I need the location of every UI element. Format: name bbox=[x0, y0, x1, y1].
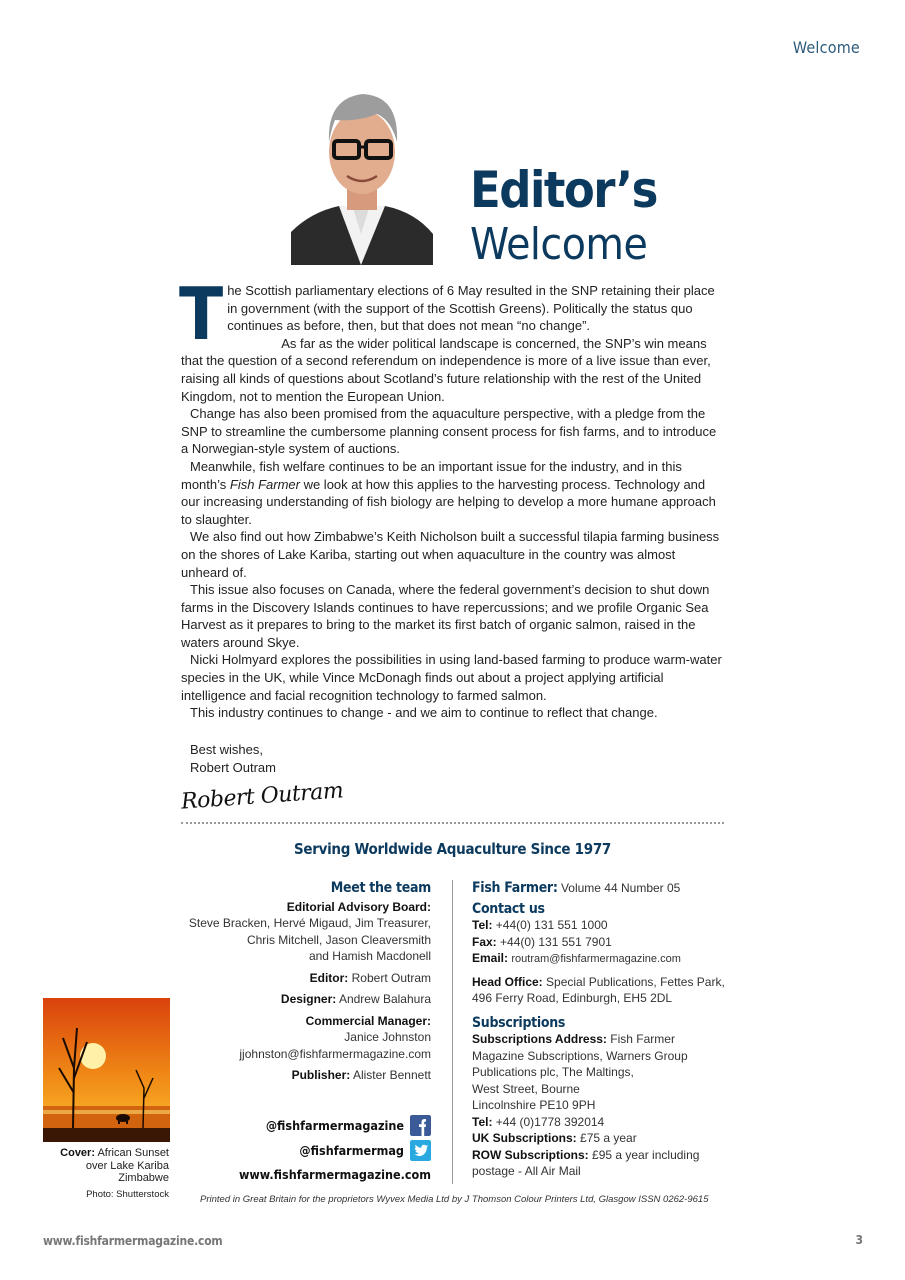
paragraph-3: Change has also been promised from the aquaculture perspective, with a pledge from the SNP to streamline the cumbersome planning consent process for fish farms, and to introduce a Norwegian-style system of auctions. bbox=[181, 406, 717, 457]
commercial-email[interactable]: jjohnston@fishfarmermagazine.com bbox=[239, 1046, 431, 1061]
tel-label: Tel: bbox=[472, 918, 493, 932]
row-subs-label: ROW Subscriptions: bbox=[472, 1147, 589, 1162]
paragraph-4-a: Meanwhile, fish welfare continues to be an important issue for the industry, and in this month’s bbox=[181, 458, 682, 492]
row-subs-price: £95 a year including bbox=[592, 1147, 700, 1162]
board-line2: Chris Mitchell, Jason Cleaversmith bbox=[246, 932, 431, 947]
subs-address-1: Fish Farmer bbox=[610, 1032, 675, 1046]
paragraph-6: This issue also focuses on Canada, where the federal government’s decision to shut down farms in the Discovery Islands continues to have repercussions; and we profile Organic Sea Harvest as it prepares to bring to the market its first batch of organic salmon, raised in the waters around Skye. bbox=[181, 582, 710, 650]
team-column bbox=[170, 880, 431, 1084]
closing: Best wishes, bbox=[190, 742, 263, 757]
designer-label: Designer: bbox=[280, 992, 337, 1006]
cover-line3: Zimbabwe bbox=[118, 1172, 169, 1184]
email-label: Email: bbox=[472, 951, 509, 965]
paragraph-5: We also find out how Zimbabwe’s Keith Nicholson built a successful tilapia farming business on the shores of Lake Kariba, starting out when aquaculture in the country was almost unheard of. bbox=[181, 529, 720, 580]
signoff bbox=[190, 741, 276, 776]
paragraph-4-b: we look at how this applies to the harvesting process. Technology and our increasing understanding of fish biology are helping to develop a more humane approach to slaughter. bbox=[181, 476, 716, 527]
fax-value: +44(0) 131 551 7901 bbox=[500, 934, 612, 949]
subs-address-2: Magazine Subscriptions, Warners Group bbox=[472, 1048, 688, 1063]
editor-name: Robert Outram bbox=[351, 970, 431, 985]
tagline: Serving Worldwide Aquaculture Since 1977 bbox=[293, 840, 612, 858]
editor-portrait bbox=[291, 84, 433, 265]
article-body bbox=[179, 272, 726, 722]
publisher-name: Alister Bennett bbox=[352, 1068, 431, 1082]
facebook-icon[interactable] bbox=[410, 1115, 431, 1136]
facebook-handle[interactable]: @fishfarmermagazine bbox=[265, 1118, 404, 1133]
footer-url[interactable]: www.fishfarmermagazine.com bbox=[43, 1234, 223, 1248]
paragraph-2-text: As far as the wider political landscape is concerned, the SNP’s win means that the question of a second referendum on independence is more of a live issue than ever, raising all kinds of questions about Scotland’s future relationship with the rest of the United Kingdom, not to mention the European Union. bbox=[181, 335, 711, 404]
signature: Robert Outram bbox=[180, 778, 344, 815]
website-link[interactable] bbox=[239, 1167, 431, 1182]
uk-subs-price: £75 a year bbox=[580, 1131, 637, 1145]
subs-address-4: West Street, Bourne bbox=[472, 1081, 580, 1096]
section-tag: Welcome bbox=[792, 38, 860, 57]
cover-label: Cover: bbox=[60, 1147, 95, 1159]
facebook-link[interactable] bbox=[266, 1115, 431, 1136]
office-line2: 496 Ferry Road, Edinburgh, EH5 2DL bbox=[472, 991, 673, 1005]
column-divider bbox=[452, 880, 453, 1184]
cover-thumbnail bbox=[43, 998, 170, 1142]
printer-note: Printed in Great Britain for the proprietors Wyvex Media Ltd by J Thomson Colour Printers Ltd, Glasgow ISSN 0262-9615 bbox=[200, 1194, 709, 1205]
cover-caption bbox=[43, 1147, 169, 1185]
dropcap: T bbox=[179, 272, 224, 356]
paragraph-4 bbox=[181, 458, 726, 528]
board-line1: Steve Bracken, Hervé Migaud, Jim Treasurer, bbox=[188, 916, 431, 930]
page-title-line2: Welcome bbox=[470, 219, 648, 270]
page-title-line1: Editor’s bbox=[470, 161, 657, 219]
email-value[interactable]: routram@fishfarmermagazine.com bbox=[511, 953, 681, 965]
subs-address-label: Subscriptions Address: bbox=[472, 1032, 607, 1046]
tel-value[interactable]: +44(0) 131 551 1000 bbox=[495, 918, 608, 932]
subs-address-5: Lincolnshire PE10 9PH bbox=[472, 1098, 596, 1112]
contact-heading: Contact us bbox=[472, 900, 545, 917]
board-label: Editorial Advisory Board: bbox=[286, 899, 431, 914]
subs-tel-label: Tel: bbox=[472, 1114, 493, 1129]
board-line3: and Hamish Macdonell bbox=[308, 949, 431, 963]
editor-label: Editor: bbox=[309, 970, 349, 985]
info-column bbox=[472, 880, 732, 1180]
twitter-link[interactable] bbox=[299, 1140, 431, 1161]
author-name: Robert Outram bbox=[190, 759, 276, 775]
row-subs-note: postage - All Air Mail bbox=[472, 1164, 581, 1178]
paragraph-7: Nicki Holmyard explores the possibilities in using land-based farming to produce warm-water species in the UK, while Vince McDonagh finds out about a project applying artificial intelligence and facial recognition technology to farmed salmon. bbox=[181, 652, 722, 703]
publisher-label: Publisher: bbox=[291, 1068, 351, 1082]
office-line1: Special Publications, Fettes Park, bbox=[546, 974, 725, 989]
subscriptions-heading: Subscriptions bbox=[472, 1014, 566, 1031]
paragraph-1-text: he Scottish parliamentary elections of 6 May resulted in the SNP retaining their place in government (with the support of the Scottish Greens). Politically the status quo continues as before, then, but that does not mean “no change”. bbox=[227, 283, 715, 334]
divider bbox=[181, 822, 724, 824]
uk-subs-label: UK Subscriptions: bbox=[472, 1131, 577, 1145]
designer-name: Andrew Balahura bbox=[338, 992, 431, 1006]
page-number: 3 bbox=[855, 1233, 863, 1247]
volume: Volume 44 Number 05 bbox=[560, 881, 681, 895]
team-heading: Meet the team bbox=[330, 880, 431, 896]
cover-line2: over Lake Kariba bbox=[85, 1159, 169, 1172]
magazine-label: Fish Farmer: bbox=[472, 880, 558, 896]
subs-address-3: Publications plc, The Maltings, bbox=[472, 1065, 634, 1079]
fax-label: Fax: bbox=[472, 934, 497, 949]
subs-tel[interactable]: +44 (0)1778 392014 bbox=[495, 1114, 605, 1129]
cover-line1: African Sunset bbox=[97, 1147, 169, 1159]
paragraph-1 bbox=[179, 272, 726, 405]
commercial-name: Janice Johnston bbox=[344, 1030, 431, 1044]
paragraph-4-em: Fish Farmer bbox=[229, 476, 300, 492]
website-url[interactable]: www.fishfarmermagazine.com bbox=[239, 1167, 431, 1182]
photo-credit: Photo: Shutterstock bbox=[86, 1189, 169, 1200]
paragraph-8: This industry continues to change - and we aim to continue to reflect that change. bbox=[190, 705, 658, 721]
twitter-handle[interactable]: @fishfarmermag bbox=[299, 1143, 404, 1158]
office-label: Head Office: bbox=[472, 974, 543, 989]
twitter-icon[interactable] bbox=[410, 1140, 431, 1161]
commercial-label: Commercial Manager: bbox=[305, 1013, 431, 1028]
